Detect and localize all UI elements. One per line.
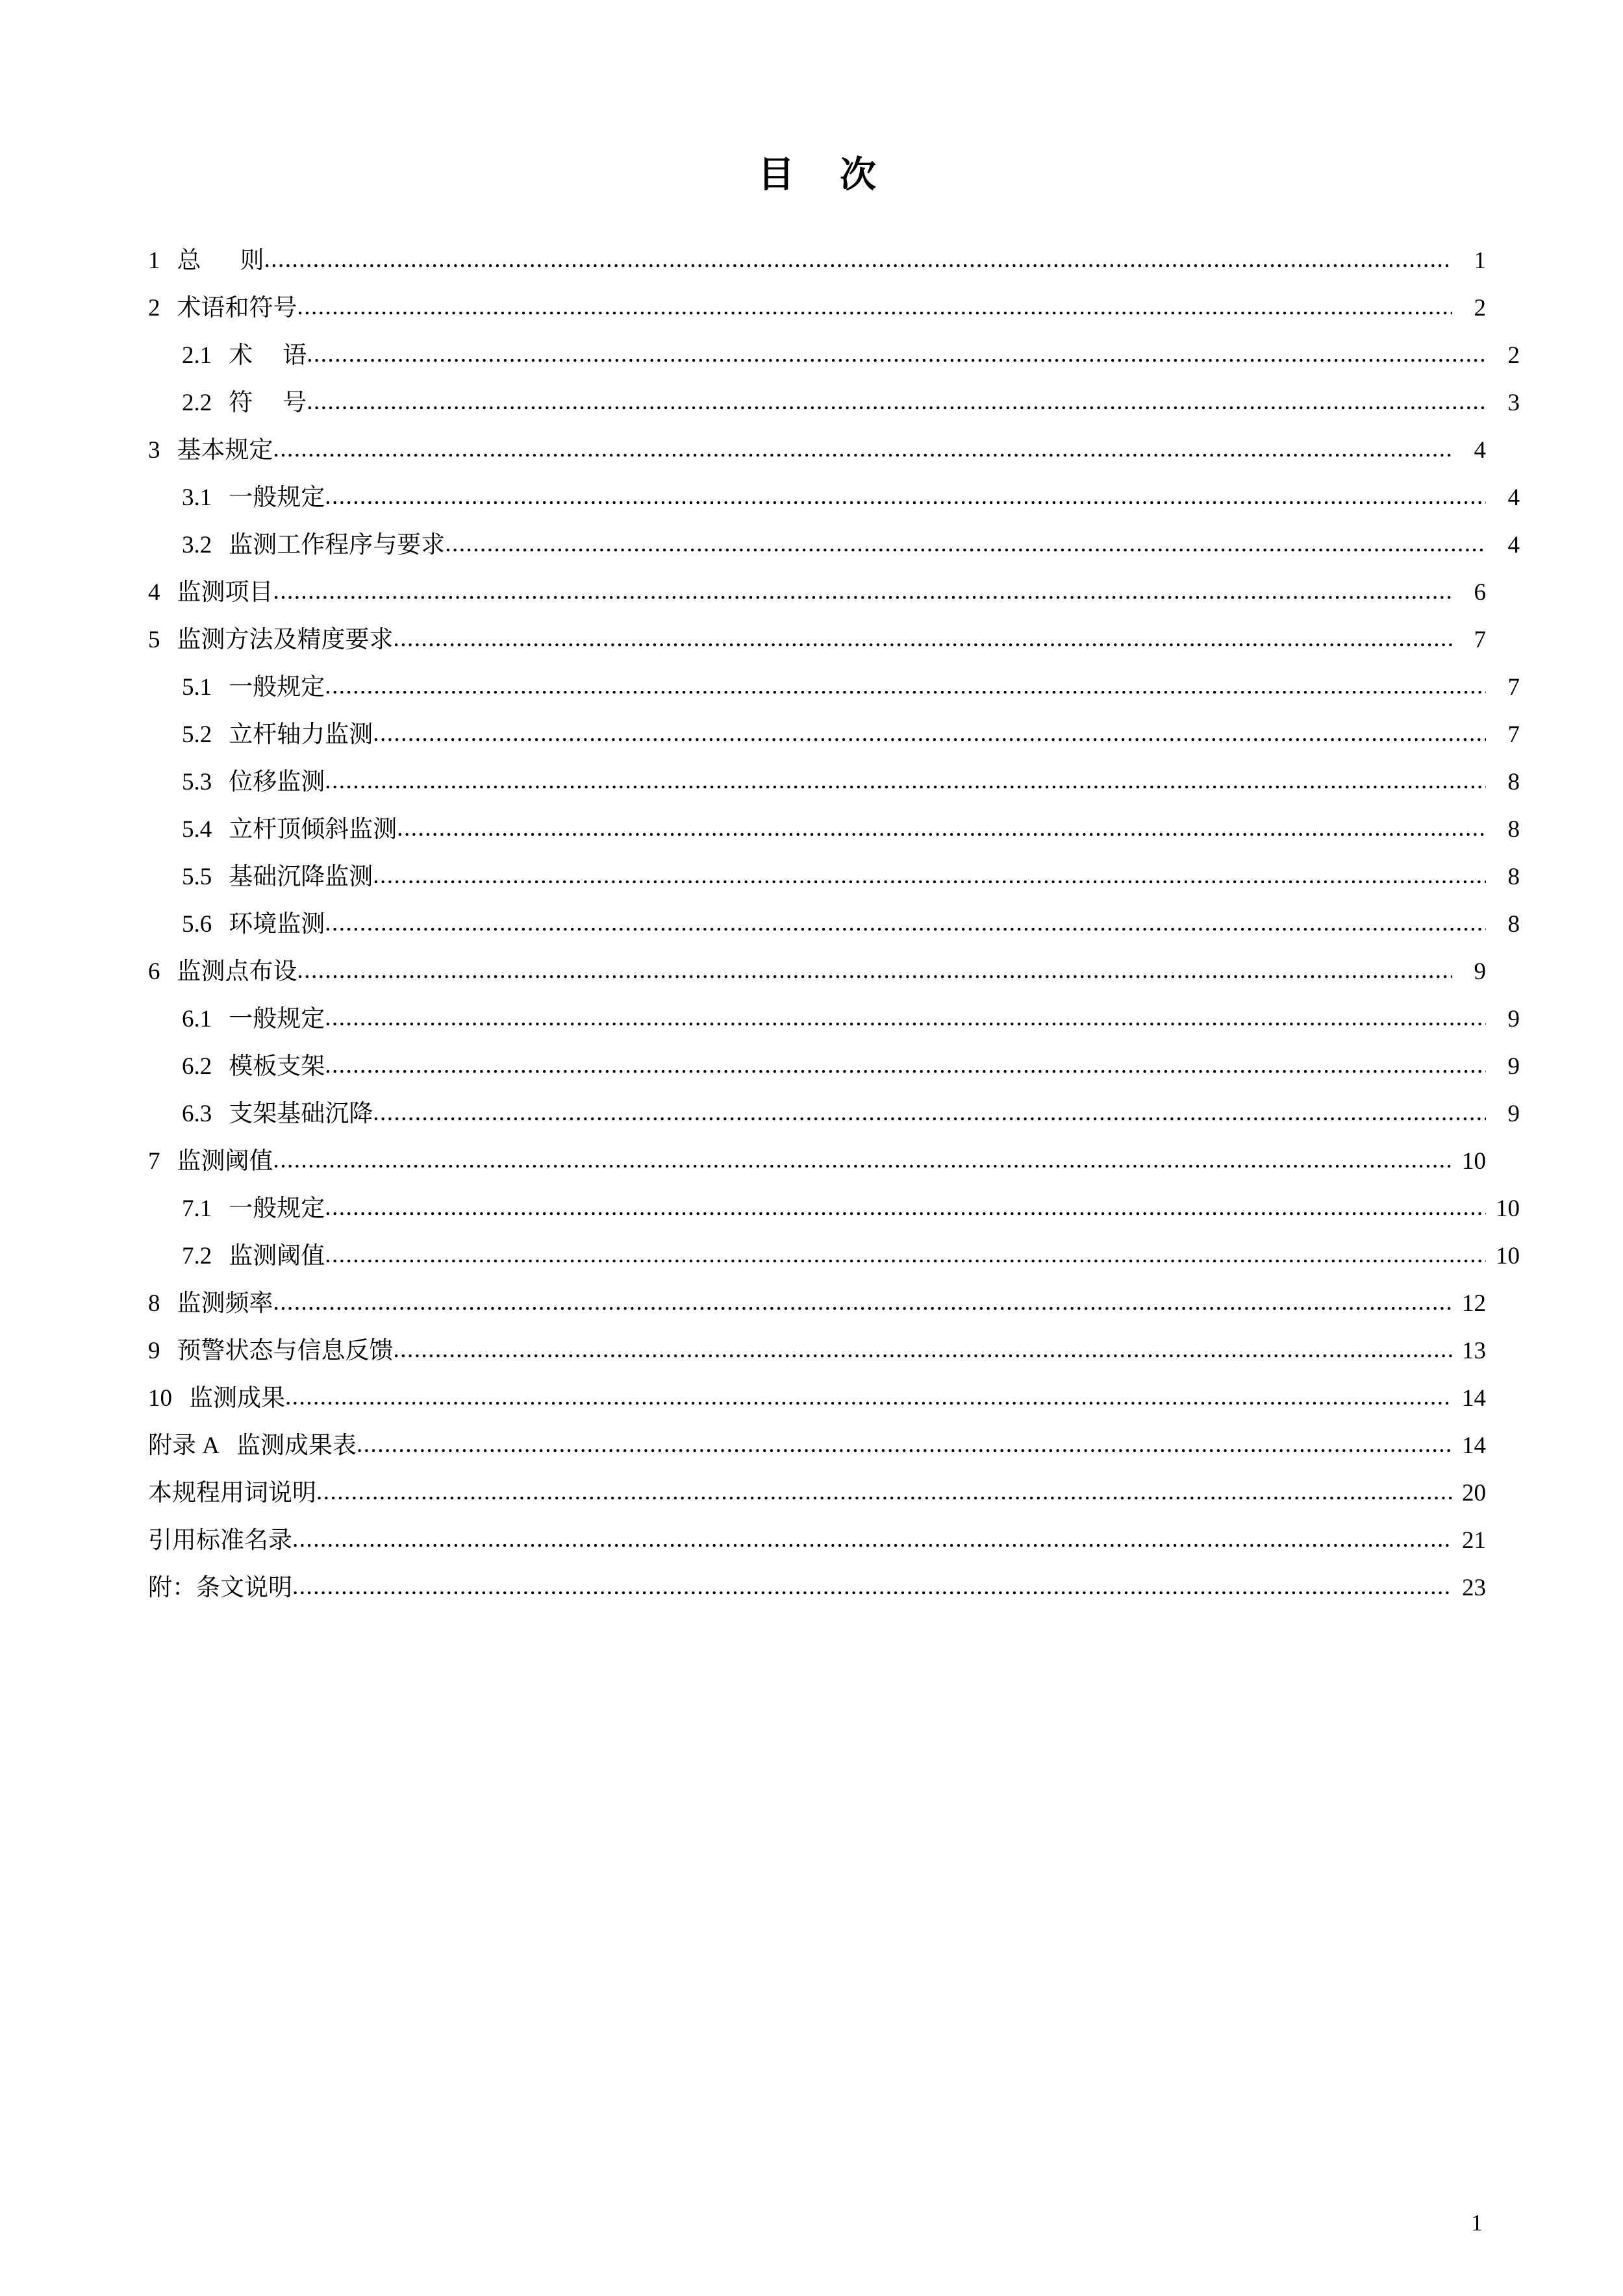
toc-entry-label-second: 语	[283, 342, 307, 369]
toc-entry[interactable]	[148, 1102, 1520, 1126]
toc-entry-page: 8	[1507, 816, 1520, 843]
toc-leader-dots	[373, 865, 1486, 889]
toc-entry-number: 9	[148, 1338, 160, 1364]
toc-entry[interactable]	[148, 343, 1520, 368]
toc-leader-dots	[297, 960, 1453, 984]
toc-entry-page: 2	[1474, 295, 1486, 321]
toc-entry-number: 8	[148, 1290, 160, 1317]
toc-entry-page: 10	[1462, 1148, 1486, 1175]
toc-entry-label: 监测频率	[177, 1290, 273, 1317]
toc-leader-dots	[273, 580, 1453, 605]
toc-entry[interactable]	[148, 1434, 1486, 1458]
table-of-contents	[148, 247, 1520, 1601]
toc-leader-dots	[264, 249, 1453, 273]
toc-entry-number: 4	[148, 579, 160, 606]
toc-entry-page: 1	[1474, 247, 1486, 274]
toc-entry[interactable]	[148, 960, 1486, 984]
toc-entry-label: 位移监测	[229, 769, 325, 795]
toc-entry-page: 9	[1507, 1101, 1520, 1127]
toc-entry[interactable]	[148, 723, 1520, 747]
toc-entry[interactable]	[148, 912, 1520, 936]
toc-entry-label: 立杆顶倾斜监测	[229, 816, 397, 843]
toc-entry[interactable]	[148, 1244, 1520, 1268]
toc-entry-label: 监测阈值	[229, 1243, 325, 1269]
toc-leader-dots	[325, 770, 1486, 794]
toc-entry[interactable]	[148, 296, 1486, 320]
toc-entry[interactable]	[148, 770, 1520, 794]
toc-entry-number: 1	[148, 247, 160, 274]
toc-entry-number: 5.2	[182, 721, 212, 748]
toc-entry-label: 一般规定	[229, 1006, 325, 1032]
toc-leader-dots	[394, 1339, 1453, 1363]
toc-entry[interactable]	[148, 865, 1520, 889]
toc-entry-page: 3	[1507, 390, 1520, 416]
toc-entry-page: 4	[1507, 532, 1520, 558]
toc-entry[interactable]	[148, 1576, 1486, 1600]
toc-entry[interactable]	[148, 391, 1520, 415]
toc-entry-page: 12	[1462, 1290, 1486, 1317]
toc-entry-page: 7	[1507, 721, 1520, 748]
toc-leader-dots	[292, 1576, 1452, 1600]
toc-entry-label-second: 则	[240, 247, 264, 274]
toc-entry[interactable]	[148, 628, 1486, 652]
toc-entry-number: 3.1	[182, 484, 212, 511]
toc-entry-page: 9	[1474, 958, 1486, 985]
toc-entry-page: 13	[1462, 1338, 1486, 1364]
toc-leader-dots	[285, 1386, 1452, 1410]
toc-entry-label: 引用标准名录	[148, 1527, 292, 1554]
toc-entry-label: 一般规定	[229, 1195, 325, 1222]
toc-leader-dots	[292, 1529, 1452, 1553]
toc-entry-page: 4	[1474, 437, 1486, 464]
toc-leader-dots	[325, 1007, 1486, 1031]
toc-entry-page: 8	[1507, 911, 1520, 938]
page-content	[148, 0, 1520, 1623]
toc-entry-number: 6.3	[182, 1101, 212, 1127]
toc-entry-number: 6	[148, 958, 160, 985]
toc-entry-label: 一般规定	[229, 484, 325, 511]
toc-entry-number: 6.1	[182, 1006, 212, 1032]
toc-entry-label: 监测阈值	[177, 1148, 273, 1175]
toc-entry-page: 8	[1507, 769, 1520, 795]
toc-leader-dots	[325, 675, 1486, 699]
toc-leader-dots	[325, 1197, 1486, 1221]
toc-entry[interactable]	[148, 438, 1486, 462]
toc-entry-number: 10	[148, 1385, 172, 1412]
toc-entry-page: 9	[1507, 1053, 1520, 1080]
toc-entry-page: 14	[1462, 1432, 1486, 1459]
page-title: 目 次	[758, 155, 894, 195]
toc-entry-number: 5.5	[182, 864, 212, 890]
toc-leader-dots	[307, 391, 1486, 415]
toc-entry[interactable]	[148, 817, 1520, 842]
toc-leader-dots	[307, 343, 1486, 368]
toc-entry-page: 21	[1462, 1527, 1486, 1554]
toc-entry-label: 术	[229, 342, 253, 369]
toc-leader-dots	[394, 628, 1453, 652]
toc-entry-number: 7.2	[182, 1243, 212, 1269]
toc-entry-number: 7.1	[182, 1195, 212, 1222]
toc-entry[interactable]	[148, 675, 1520, 699]
toc-entry-page: 4	[1507, 484, 1520, 511]
toc-leader-dots	[373, 723, 1486, 747]
toc-entry-label: 术语和符号	[177, 295, 297, 321]
toc-leader-dots	[297, 296, 1453, 320]
toc-entry-number: 2	[148, 295, 160, 321]
toc-entry[interactable]	[148, 1386, 1486, 1410]
toc-leader-dots	[273, 438, 1453, 462]
toc-entry-label: 预警状态与信息反馈	[177, 1338, 394, 1364]
toc-entry-label: 支架基础沉降	[229, 1101, 373, 1127]
toc-entry[interactable]	[148, 533, 1520, 557]
toc-entry-label-second: 号	[283, 390, 307, 416]
toc-entry-label: 附：条文说明	[148, 1575, 292, 1601]
toc-entry[interactable]	[148, 1481, 1486, 1505]
toc-entry-number: 3.2	[182, 532, 212, 558]
toc-leader-dots	[325, 486, 1486, 510]
toc-entry-label: 监测工作程序与要求	[229, 532, 446, 558]
toc-entry-label: 模板支架	[229, 1053, 325, 1080]
toc-entry[interactable]	[148, 1339, 1486, 1363]
toc-entry-number: 2.2	[182, 390, 212, 416]
toc-leader-dots	[273, 1292, 1453, 1316]
toc-entry-page: 6	[1474, 579, 1486, 606]
toc-entry[interactable]	[148, 486, 1520, 510]
toc-entry[interactable]	[148, 1149, 1486, 1173]
toc-entry[interactable]	[148, 1007, 1520, 1031]
toc-leader-dots	[357, 1434, 1452, 1458]
toc-entry-page: 10	[1496, 1243, 1520, 1269]
toc-entry-label: 监测点布设	[177, 958, 297, 985]
toc-entry[interactable]	[148, 1197, 1520, 1221]
toc-entry-page: 7	[1507, 674, 1520, 701]
toc-leader-dots	[316, 1481, 1452, 1505]
toc-leader-dots	[273, 1149, 1453, 1173]
toc-entry-number: 5.4	[182, 816, 212, 843]
toc-entry-number: 2.1	[182, 342, 212, 369]
toc-entry-label: 环境监测	[229, 911, 325, 938]
toc-entry[interactable]	[148, 1054, 1520, 1079]
toc-entry-number: 6.2	[182, 1053, 212, 1080]
toc-entry-page: 9	[1507, 1006, 1520, 1032]
toc-entry-number: 5.3	[182, 769, 212, 795]
toc-entry-label: 监测项目	[177, 579, 273, 606]
toc-leader-dots	[325, 912, 1486, 936]
toc-leader-dots	[397, 817, 1486, 842]
toc-entry-number: 5.6	[182, 911, 212, 938]
toc-leader-dots	[373, 1102, 1486, 1126]
toc-entry-page: 14	[1462, 1385, 1486, 1412]
toc-entry-number: 附录 A	[148, 1432, 220, 1459]
toc-entry-label: 基本规定	[177, 437, 273, 464]
toc-entry-page: 10	[1496, 1195, 1520, 1222]
toc-entry-number: 7	[148, 1148, 160, 1175]
toc-entry-label: 监测成果	[189, 1385, 285, 1412]
toc-leader-dots	[325, 1244, 1486, 1268]
toc-entry-label: 监测方法及精度要求	[177, 627, 394, 653]
toc-entry-label: 监测成果表	[236, 1432, 357, 1459]
toc-entry-label: 总	[177, 247, 201, 274]
toc-entry-label: 一般规定	[229, 674, 325, 701]
toc-entry-number: 5	[148, 627, 160, 653]
toc-entry-label: 符	[229, 390, 253, 416]
toc-entry-label: 本规程用词说明	[148, 1480, 316, 1506]
toc-entry-page: 20	[1462, 1480, 1486, 1506]
toc-entry-page: 7	[1474, 627, 1486, 653]
page-number: 1	[1471, 2210, 1483, 2236]
toc-entry-page: 23	[1462, 1575, 1486, 1601]
toc-entry-page: 2	[1507, 342, 1520, 369]
toc-entry[interactable]	[148, 1292, 1486, 1316]
toc-leader-dots	[325, 1054, 1486, 1079]
toc-entry-page: 8	[1507, 864, 1520, 890]
toc-entry-label: 立杆轴力监测	[229, 721, 373, 748]
toc-entry[interactable]	[148, 249, 1486, 273]
toc-entry-number: 3	[148, 437, 160, 464]
toc-entry[interactable]	[148, 580, 1486, 605]
toc-leader-dots	[445, 533, 1486, 557]
toc-entry-label: 基础沉降监测	[229, 864, 373, 890]
toc-entry[interactable]	[148, 1529, 1486, 1553]
toc-entry-number: 5.1	[182, 674, 212, 701]
